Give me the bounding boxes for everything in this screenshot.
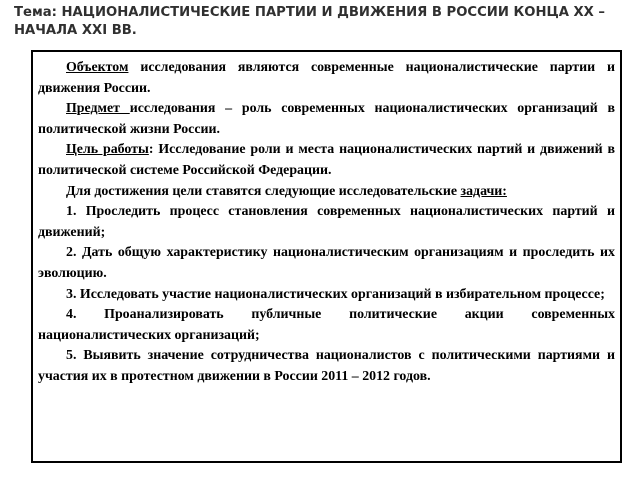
task-item: 1. Проследить процесс становления современных националистических партий и движений; — [38, 204, 615, 240]
object-text: исследования являются современные националистические партии и движения России. — [38, 60, 615, 96]
subject-term: Предмет — [66, 101, 130, 117]
subject-paragraph — [38, 99, 615, 140]
task-item: 5. Выявить значение сотрудничества националистов с политическими партиями и участия их в протестном движении в России 2011 – 2012 годов. — [38, 348, 615, 384]
tasks-intro-text: Для достижения цели ставятся следующие исследовательские — [66, 183, 461, 199]
object-term: Объектом — [66, 60, 129, 75]
object-paragraph — [38, 58, 615, 99]
goal-term: Цель работы — [66, 142, 149, 158]
tasks-term: задачи: — [460, 183, 507, 199]
task-item: 3. Исследовать участие националистических организаций в избирательном процессе; — [66, 286, 605, 302]
goal-paragraph — [38, 140, 615, 181]
slide-title: Тема: НАЦИОНАЛИСТИЧЕСКИЕ ПАРТИИ И ДВИЖЕНИЯ В РОССИИ КОНЦА XX – НАЧАЛА XXI ВВ. — [14, 5, 606, 38]
goal-text: : Исследование роли и места националистических партий и движений в политической системе Российской Федерации. — [38, 142, 615, 178]
tasks-intro-paragraph — [38, 182, 615, 203]
task-item: 2. Дать общую характеристику националистическим организациям и проследить их эволюцию. — [38, 245, 615, 281]
research-description-box — [31, 50, 622, 463]
task-item: 4. Проанализировать публичные политические акции современных националистических организаций; — [38, 307, 615, 343]
subject-text: исследования – роль современных националистических организаций в политической жизни России. — [38, 101, 615, 137]
